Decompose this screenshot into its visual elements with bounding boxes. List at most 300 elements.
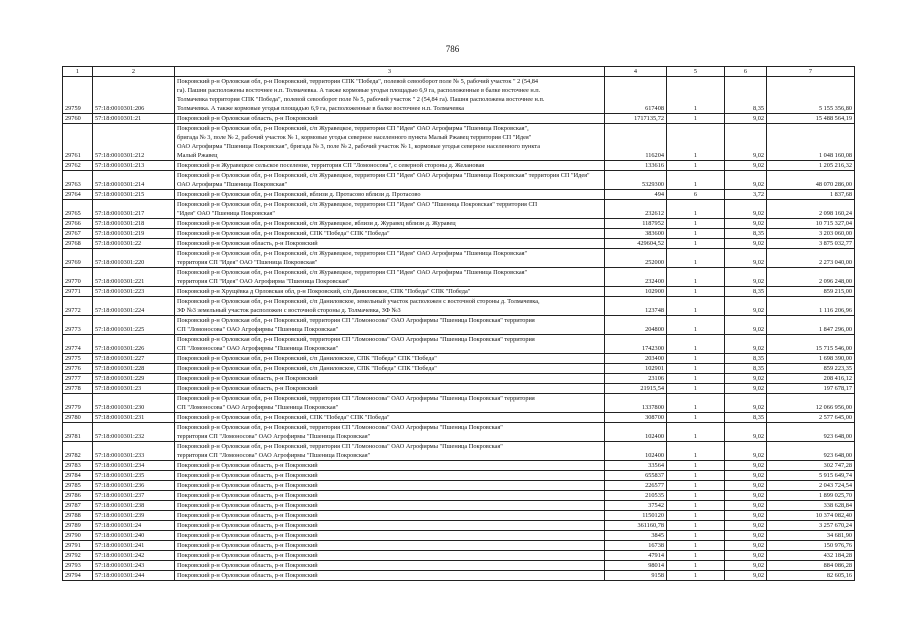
cadastral-value-cell [767, 501, 855, 511]
cadastral-number-text: 57:18:0010301:230 [95, 404, 145, 411]
table-row [63, 571, 855, 581]
row-number-text: 29787 [65, 502, 81, 509]
rate-cell-text: 9,02 [752, 572, 764, 579]
address-cell-text: Покровский р-н Орловская область, р-н Покровский [177, 472, 318, 479]
rate-cell-text: 9,02 [752, 532, 764, 539]
address-cell-text: Покровский р-н Орловская обл, р-н Покровский, с/п Журавецкое, территория СП "Идея" ОАО Агрофирма "Пшеница Покровская" территория СП "Идея" ОАО "Пшеница Покровская" [177, 250, 528, 266]
row-number-text: 29792 [65, 552, 81, 559]
cadastral-number-text: 57:18:0010301:23 [95, 385, 142, 392]
area-cell-text: 361160,78 [637, 522, 664, 529]
rate-cell-text: 9,02 [752, 502, 764, 509]
cadastral-value-cell [767, 561, 855, 571]
rate-cell [725, 268, 767, 287]
cadastral-value-cell [767, 287, 855, 297]
rate-cell [725, 161, 767, 171]
row-number [63, 364, 93, 374]
coefficient-cell [667, 297, 725, 316]
rate-cell-text: 8,35 [752, 288, 764, 295]
area-cell [605, 200, 667, 219]
address-cell-text: Покровский р-н Орловская обл, р-н Покровский, территория СП "Ломоносова" ОАО Агрофирмы "Пшеница Покровская" территория СП "Ломоносова" ОАО Агрофирмы "Пшеница Покровская" [177, 395, 535, 411]
address-cell-text: Покровский р-н Орловская обл, р-н Покровский, с/п Даниловское, СПК "Победа" СПК "Победа" [177, 365, 437, 372]
coefficient-cell-text: 1 [693, 414, 698, 421]
area-cell [605, 471, 667, 481]
cadastral-value-cell-text: 1 205 216,32 [818, 162, 852, 169]
rate-cell-text: 9,02 [752, 326, 764, 333]
cadastral-number-text: 57:18:0010301:231 [95, 414, 145, 421]
rate-cell-text: 9,02 [752, 181, 764, 188]
row-number-text: 29783 [65, 462, 81, 469]
cadastral-value-cell-text: 1 847 296,00 [818, 326, 852, 333]
cadastral-number [93, 442, 175, 461]
coefficient-cell-text: 1 [693, 562, 698, 569]
address-cell [175, 501, 605, 511]
address-cell-text: Покровский р-н Орловская область, р-н Покровский [177, 385, 318, 392]
cadastral-number-text: 57:18:0010301:242 [95, 552, 145, 559]
address-cell [175, 374, 605, 384]
area-cell-text: 98014 [648, 562, 664, 569]
address-cell [175, 541, 605, 551]
column-header: 4 [605, 67, 667, 77]
rate-cell-text: 9,02 [752, 522, 764, 529]
coefficient-cell-text: 1 [693, 482, 698, 489]
cadastral-number [93, 124, 175, 161]
row-number [63, 394, 93, 413]
row-number [63, 501, 93, 511]
area-cell-text: 102400 [645, 452, 664, 459]
rate-cell [725, 442, 767, 461]
address-cell-text: Покровский р-н Орловская область, р-н Покровский [177, 542, 318, 549]
area-cell [605, 561, 667, 571]
address-cell [175, 531, 605, 541]
column-header: 2 [93, 67, 175, 77]
area-cell-text: 383600 [645, 230, 664, 237]
row-number-text: 29779 [65, 404, 81, 411]
coefficient-cell-text: 1 [693, 278, 698, 285]
area-cell-text: 123748 [645, 307, 664, 314]
area-cell-text: 655837 [645, 472, 664, 479]
cadastral-value-cell-text: 2 043 724,54 [818, 482, 852, 489]
cadastral-number-text: 57:18:0010301:243 [95, 562, 145, 569]
row-number [63, 531, 93, 541]
area-cell [605, 364, 667, 374]
rate-cell [725, 229, 767, 239]
cadastral-value-cell-text: 3 257 670,24 [818, 522, 852, 529]
cadastral-number [93, 335, 175, 354]
address-cell-text: Покровский р-н Орловская обл, р-н Покровский, с/п Журавецкое, вблизи д. Журавец вблизи д. Журавец [177, 220, 456, 227]
rate-cell [725, 413, 767, 423]
address-cell-text: Покровский р-н Орловская обл, р-н Покровский, СПК "Победа" СПК "Победа" [177, 230, 390, 237]
address-cell [175, 491, 605, 501]
cadastral-value-cell-text: 34 681,90 [826, 532, 852, 539]
row-number-text: 29782 [65, 452, 81, 459]
address-cell-text: Покровский р-н Орловская обл, р-н Покровский, СПК "Победа" СПК "Победа" [177, 414, 390, 421]
area-cell-text: 47914 [648, 552, 664, 559]
row-number-text: 29773 [65, 326, 81, 333]
address-cell [175, 364, 605, 374]
rate-cell [725, 511, 767, 521]
cadastral-number [93, 219, 175, 229]
row-number [63, 229, 93, 239]
area-cell-text: 5329300 [641, 181, 664, 188]
address-cell-text: Покровский р-н Орловская обл, р-н Покровский, территория СП "Ломоносова" ОАО Агрофирмы "Пшеница Покровская" территория СП "Ломоносова" ОАО Агрофирмы "Пшеница Покровская" [177, 443, 503, 459]
table-row [63, 297, 855, 316]
cadastral-value-cell-text: 1 698 390,00 [818, 355, 852, 362]
row-number-text: 29781 [65, 433, 81, 440]
row-number-text: 29760 [65, 115, 81, 122]
rate-cell-text: 9,02 [752, 472, 764, 479]
cadastral-number-text: 57:18:0010301:241 [95, 542, 145, 549]
rate-cell-text: 9,02 [752, 512, 764, 519]
address-cell-text: Покровский р-н Орловская обл, р-н Покровский, с/п Журавецкое, территория СП "Идея" ОАО Агрофирма "Пшеница Покровская" территория СП "Идея" ОАО Агрофирма "Пшеница Покровская" [177, 269, 528, 285]
area-cell [605, 531, 667, 541]
coefficient-cell [667, 413, 725, 423]
address-cell [175, 335, 605, 354]
table-row [63, 190, 855, 200]
rate-cell [725, 394, 767, 413]
address-cell-text: Покровский р-н Орловская область, р-н Покровский [177, 512, 318, 519]
cadastral-number [93, 511, 175, 521]
area-cell-text: 252000 [645, 259, 664, 266]
row-number [63, 541, 93, 551]
area-cell [605, 239, 667, 249]
coefficient-cell-text: 1 [693, 462, 698, 469]
cadastral-value-cell [767, 239, 855, 249]
coefficient-cell [667, 354, 725, 364]
coefficient-cell [667, 461, 725, 471]
coefficient-cell-text: 1 [693, 181, 698, 188]
cadastral-number [93, 114, 175, 124]
cadastral-number-text: 57:18:0010301:22 [95, 240, 142, 247]
row-number [63, 471, 93, 481]
row-number-text: 29770 [65, 278, 81, 285]
cadastral-number [93, 384, 175, 394]
area-cell [605, 297, 667, 316]
address-cell [175, 190, 605, 200]
area-cell-text: 226577 [645, 482, 664, 489]
column-header: 7 [767, 67, 855, 77]
row-number [63, 190, 93, 200]
table-row [63, 171, 855, 190]
address-cell-text: Покровский р-н Орловская обл, р-н Покровский, с/п Журавецкое, территория СП "Идея" ОАО "Пшеница Покровская" территория СП "Идея" ОАО "Пшеница Покровская" [177, 201, 538, 217]
row-number-text: 29767 [65, 230, 81, 237]
cadastral-value-cell-text: 150 976,76 [823, 542, 852, 549]
cadastral-number [93, 561, 175, 571]
cadastral-number-text: 57:18:0010301:239 [95, 512, 145, 519]
rate-cell [725, 374, 767, 384]
address-cell [175, 521, 605, 531]
table-row [63, 161, 855, 171]
coefficient-cell-text: 1 [693, 220, 698, 227]
table-row [63, 501, 855, 511]
cadastral-value-cell [767, 335, 855, 354]
table-row [63, 481, 855, 491]
cadastral-number [93, 297, 175, 316]
cadastral-number [93, 461, 175, 471]
cadastral-number [93, 531, 175, 541]
cadastral-value-cell [767, 161, 855, 171]
row-number-text: 29768 [65, 240, 81, 247]
address-cell [175, 249, 605, 268]
cadastral-number [93, 354, 175, 364]
row-number [63, 571, 93, 581]
area-cell-text: 210535 [645, 492, 664, 499]
rate-cell-text: 9,02 [752, 210, 764, 217]
coefficient-cell [667, 161, 725, 171]
rate-cell [725, 551, 767, 561]
cadastral-value-cell [767, 491, 855, 501]
cadastral-value-cell-text: 197 678,17 [823, 385, 852, 392]
address-cell [175, 287, 605, 297]
address-cell-text: Покровский р-н Орловская область, р-н Покровский [177, 115, 318, 122]
rate-cell-text: 9,02 [752, 452, 764, 459]
table-row [63, 541, 855, 551]
table-row [63, 354, 855, 364]
rate-cell-text: 8,35 [752, 105, 764, 112]
cadastral-number-text: 57:18:0010301:213 [95, 162, 145, 169]
cadastral-value-cell-text: 1 048 160,08 [818, 152, 852, 159]
address-cell [175, 124, 605, 161]
cadastral-value-cell-text: 10 374 082,40 [815, 512, 852, 519]
row-number [63, 200, 93, 219]
table-row [63, 374, 855, 384]
coefficient-cell-text: 1 [693, 162, 698, 169]
coefficient-cell [667, 374, 725, 384]
cadastral-value-cell [767, 511, 855, 521]
rate-cell [725, 521, 767, 531]
rate-cell-text: 8,35 [752, 414, 764, 421]
cadastral-value-cell-text: 3 203 060,00 [818, 230, 852, 237]
rate-cell [725, 114, 767, 124]
address-cell-text: Покровский р-н Орловская область, р-н Покровский [177, 482, 318, 489]
area-cell [605, 287, 667, 297]
cadastral-value-cell [767, 297, 855, 316]
coefficient-cell-text: 1 [693, 404, 698, 411]
coefficient-cell [667, 114, 725, 124]
coefficient-cell-text: 1 [693, 307, 698, 314]
table-row [63, 124, 855, 161]
row-number [63, 384, 93, 394]
address-cell [175, 229, 605, 239]
area-cell-text: 33564 [648, 462, 664, 469]
cadastral-number [93, 287, 175, 297]
address-cell [175, 461, 605, 471]
area-cell [605, 413, 667, 423]
rate-cell [725, 571, 767, 581]
cadastral-value-cell-text: 2 273 040,00 [818, 259, 852, 266]
rate-cell-text: 9,02 [752, 385, 764, 392]
cadastral-value-cell-text: 12 066 956,00 [815, 404, 852, 411]
address-cell-text: Покровский р-н Орловская область, р-н Покровский [177, 572, 318, 579]
area-cell-text: 1150120 [642, 512, 664, 519]
cadastral-value-cell [767, 551, 855, 561]
coefficient-cell [667, 561, 725, 571]
table-row [63, 442, 855, 461]
cadastral-number-text: 57:18:0010301:237 [95, 492, 145, 499]
rate-cell [725, 239, 767, 249]
land-registry-table [62, 66, 855, 581]
cadastral-number-text: 57:18:0010301:21 [95, 115, 142, 122]
address-cell [175, 200, 605, 219]
table-row [63, 521, 855, 531]
cadastral-value-cell-text: 1 837,68 [829, 191, 852, 198]
table-row [63, 316, 855, 335]
row-number [63, 461, 93, 471]
rate-cell [725, 491, 767, 501]
row-number [63, 551, 93, 561]
area-cell-text: 116204 [645, 152, 664, 159]
coefficient-cell [667, 521, 725, 531]
address-cell-text: Покровский р-н Орловская область, р-н Покровский [177, 502, 318, 509]
cadastral-value-cell-text: 10 715 327,04 [815, 220, 852, 227]
cadastral-number-text: 57:18:0010301:217 [95, 210, 145, 217]
column-header: 3 [175, 67, 605, 77]
coefficient-cell-text: 1 [693, 152, 698, 159]
cadastral-number [93, 364, 175, 374]
row-number [63, 161, 93, 171]
cadastral-value-cell-text: 2 098 160,24 [818, 210, 852, 217]
row-number [63, 268, 93, 287]
rate-cell-text: 9,02 [752, 482, 764, 489]
address-cell [175, 171, 605, 190]
coefficient-cell [667, 511, 725, 521]
coefficient-cell-text: 1 [693, 230, 698, 237]
address-cell-text: Покровский р-н Орловская обл, р-н Покровский, с/п Журавецкое, территория СП "Идея" ОАО Агрофирма "Пшеница Покровская", бригада № 3, поле № 2, рабочий участок № 1, кормовые угодья северное населенного пункта Малый Ржавец территория СП "Идея" ОАО Агрофирма "Пшеница Покровская", бригада № 3, поле № 2, рабочий участок № 1, кормовые угодья северное населенного пункта Малый Ржавец [177, 125, 540, 159]
row-number-text: 29790 [65, 532, 81, 539]
cadastral-number [93, 239, 175, 249]
address-cell [175, 561, 605, 571]
address-cell-text: Покровский р-н Орловская область, р-н Покровский [177, 375, 318, 382]
cadastral-value-cell-text: 3 875 032,77 [818, 240, 852, 247]
table-row [63, 287, 855, 297]
address-cell [175, 442, 605, 461]
cadastral-value-cell [767, 364, 855, 374]
cadastral-value-cell-text: 48 070 286,00 [815, 181, 852, 188]
area-cell-text: 429604,52 [637, 240, 664, 247]
table-row [63, 77, 855, 114]
cadastral-number-text: 57:18:0010301:233 [95, 452, 145, 459]
address-cell [175, 114, 605, 124]
coefficient-cell-text: 1 [693, 572, 698, 579]
rate-cell-text: 9,02 [752, 542, 764, 549]
address-cell [175, 316, 605, 335]
cadastral-number-text: 57:18:0010301:227 [95, 355, 145, 362]
area-cell [605, 511, 667, 521]
cadastral-number [93, 316, 175, 335]
area-cell-text: 16738 [648, 542, 664, 549]
cadastral-number [93, 423, 175, 442]
coefficient-cell-text: 1 [693, 433, 698, 440]
row-number-text: 29775 [65, 355, 81, 362]
cadastral-value-cell [767, 571, 855, 581]
row-number-text: 29764 [65, 191, 81, 198]
area-cell [605, 374, 667, 384]
cadastral-value-cell-text: 1 116 206,96 [819, 307, 852, 314]
cadastral-number-text: 57:18:0010301:232 [95, 433, 145, 440]
cadastral-value-cell [767, 114, 855, 124]
coefficient-cell-text: 1 [693, 105, 698, 112]
address-cell-text: Покровский р-н Орловская область, р-н Покровский [177, 532, 318, 539]
rate-cell-text: 9,02 [752, 562, 764, 569]
address-cell-text: Покровский р-н Орловская обл, р-н Покровский, территория СПК "Победа", полевой севооборот поле № 5, рабочий участок " 2 (54,84 га). Пашни расположены восточнее н.п. Толмачевка. А также кормовые угодья площадью 6,9 га, расположенные в балке восточнее н.п. Толмачевка территория СПК "Победа", полевой севооборот поле № 5, рабочий участок " 2 (54,84 га). Пашня расположена восточнее н.п. Толмачевка. А также кормовые угодья площадью 6,9 га, расположенные в балке восточнее н.п. Толмачевка [177, 78, 545, 112]
address-cell-text: Покровский р-н Орловская область, р-н Покровский [177, 240, 318, 247]
address-cell [175, 471, 605, 481]
area-cell [605, 124, 667, 161]
row-number-text: 29789 [65, 522, 81, 529]
cadastral-number [93, 268, 175, 287]
row-number [63, 374, 93, 384]
area-cell-text: 23106 [648, 375, 664, 382]
cadastral-value-cell-text: 15 488 564,19 [815, 115, 852, 122]
coefficient-cell-text: 1 [693, 512, 698, 519]
cadastral-number [93, 394, 175, 413]
table-row [63, 249, 855, 268]
area-cell-text: 204800 [645, 326, 664, 333]
row-number-text: 29793 [65, 562, 81, 569]
coefficient-cell-text: 1 [693, 472, 698, 479]
coefficient-cell-text: 1 [693, 326, 698, 333]
cadastral-number-text: 57:18:0010301:220 [95, 259, 145, 266]
coefficient-cell [667, 394, 725, 413]
cadastral-value-cell [767, 190, 855, 200]
area-cell-text: 102901 [645, 365, 664, 372]
address-cell-text: Покровский р-н Орловская обл, р-н Покровский, территория СП "Ломоносова" ОАО Агрофирмы "Пшеница Покровская" территория СП "Ломоносова" ОАО Агрофирмы "Пшеница Покровская" [177, 336, 535, 352]
area-cell [605, 190, 667, 200]
coefficient-cell-text: 1 [693, 115, 698, 122]
cadastral-number [93, 471, 175, 481]
area-cell-text: 102400 [645, 433, 664, 440]
address-cell [175, 413, 605, 423]
row-number [63, 561, 93, 571]
cadastral-number-text: 57:18:0010301:219 [95, 230, 145, 237]
rate-cell-text: 9,02 [752, 115, 764, 122]
coefficient-cell-text: 1 [693, 240, 698, 247]
area-cell [605, 551, 667, 561]
coefficient-cell [667, 171, 725, 190]
area-cell [605, 77, 667, 114]
cadastral-number [93, 171, 175, 190]
cadastral-value-cell-text: 859 223,35 [823, 365, 852, 372]
row-number-text: 29762 [65, 162, 81, 169]
coefficient-cell [667, 335, 725, 354]
cadastral-value-cell-text: 5 915 649,74 [818, 472, 852, 479]
area-cell-text: 617408 [645, 105, 664, 112]
row-number [63, 354, 93, 364]
table-row [63, 491, 855, 501]
area-cell [605, 521, 667, 531]
address-cell-text: Покровский р-н Орловская область, р-н Покровский [177, 522, 318, 529]
coefficient-cell [667, 287, 725, 297]
coefficient-cell [667, 442, 725, 461]
rate-cell-text: 9,02 [752, 307, 764, 314]
table-row [63, 335, 855, 354]
area-cell-text: 232612 [645, 210, 664, 217]
area-cell-text: 37542 [648, 502, 664, 509]
coefficient-cell [667, 501, 725, 511]
table-row [63, 114, 855, 124]
area-cell [605, 541, 667, 551]
row-number-text: 29771 [65, 288, 81, 295]
cadastral-number-text: 57:18:0010301:240 [95, 532, 145, 539]
rate-cell [725, 297, 767, 316]
coefficient-cell [667, 491, 725, 501]
coefficient-cell-text: 1 [693, 375, 698, 382]
address-cell [175, 423, 605, 442]
address-cell-text: Покровский р-н Орловская обл, р-н Покровский, с/п Журавецкое, территория СП "Идея" ОАО Агрофирма "Пшеница Покровская" территория СП "Идея" ОАО Агрофирма "Пшеница Покровская" [177, 172, 590, 188]
rate-cell [725, 249, 767, 268]
rate-cell [725, 124, 767, 161]
cadastral-number-text: 57:18:0010301:214 [95, 181, 145, 188]
address-cell-text: Покровский р-н Орловская обл, р-н Покровский, с/п Даниловское, СПК "Победа" СПК "Победа" [177, 355, 437, 362]
